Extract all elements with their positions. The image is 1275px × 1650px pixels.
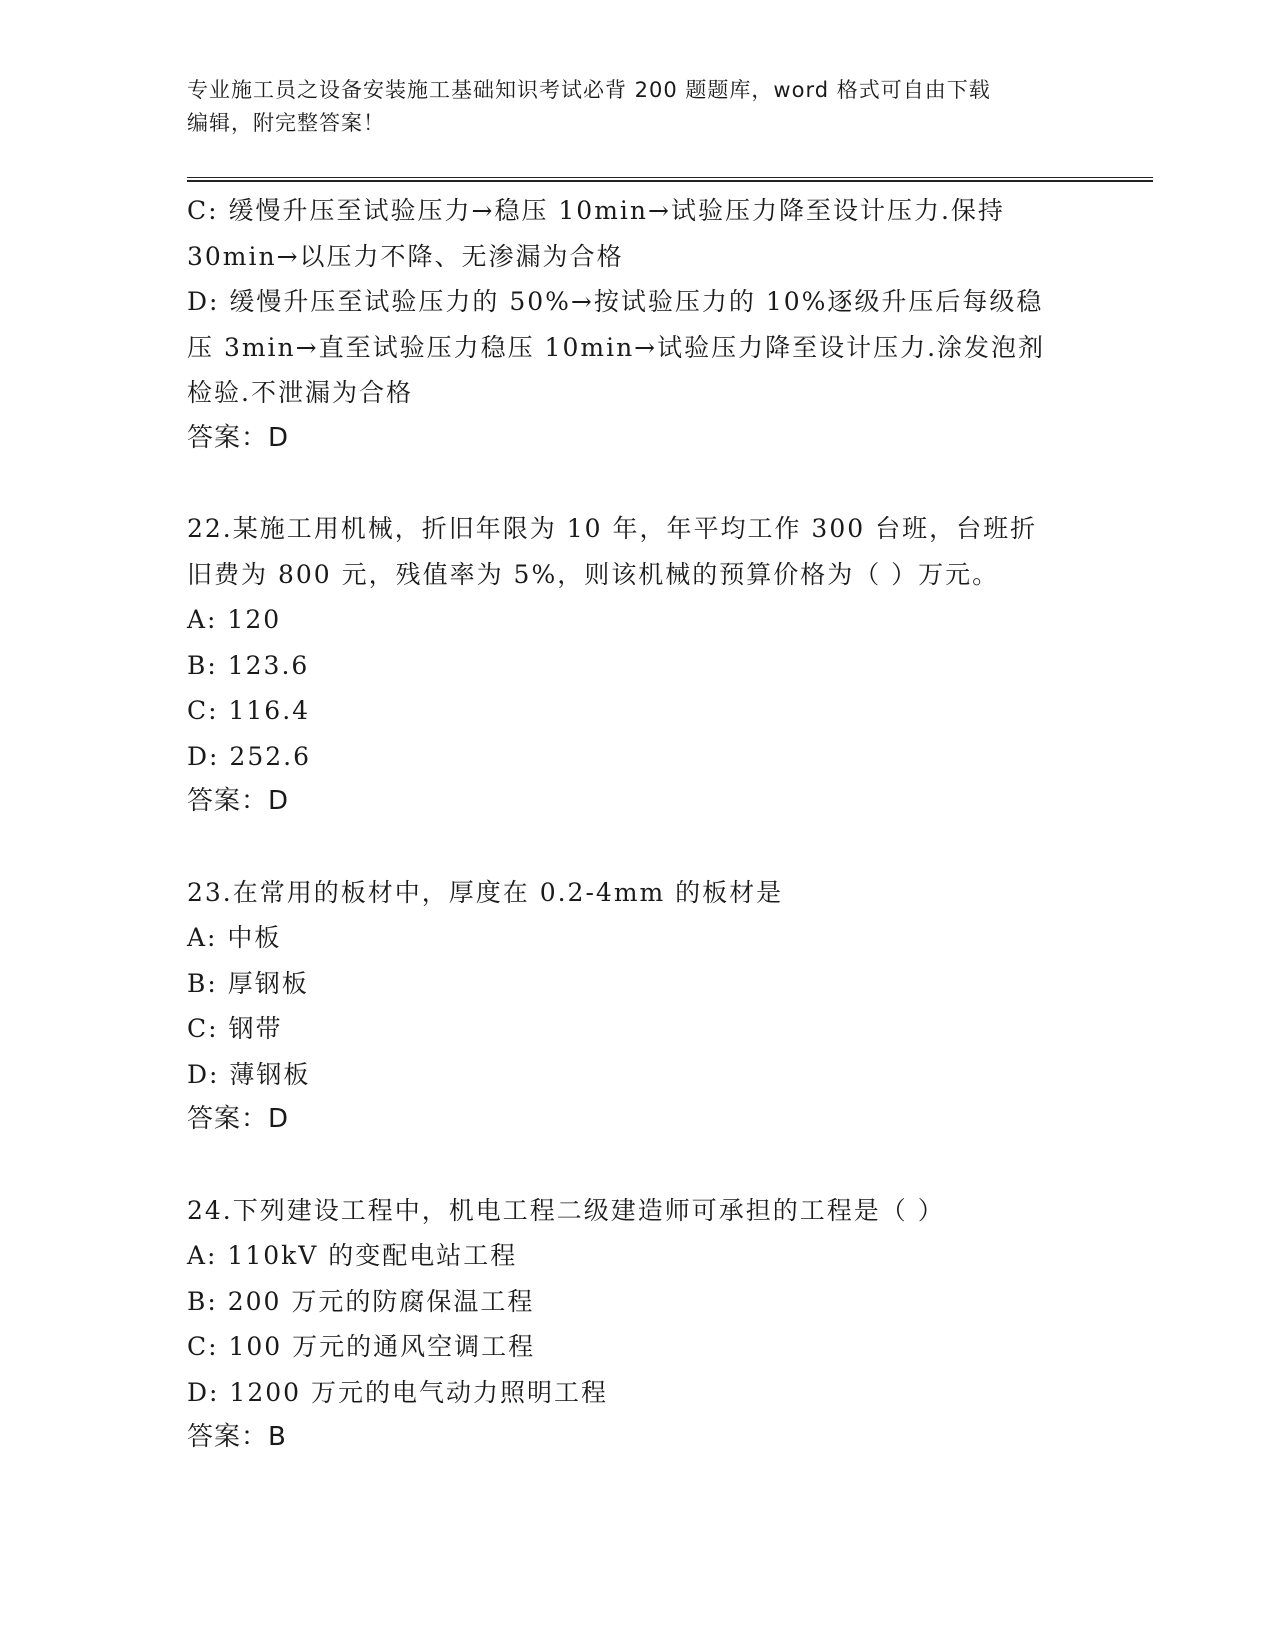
option-c-line-2: 30min→以压力不降、无渗漏为合格 — [187, 241, 624, 271]
option-c: C: 116.4 — [187, 696, 311, 725]
option-c: C: 钢带 — [187, 1014, 283, 1043]
question-24 — [187, 1188, 1087, 1461]
spacer — [187, 1143, 1087, 1188]
question-stem: 23.在常用的板材中，厚度在 0.2-4mm 的板材是 — [187, 877, 784, 907]
option-d: D: 薄钢板 — [187, 1059, 311, 1089]
option-d-line-3: 检验.不泄漏为合格 — [187, 378, 413, 407]
option-a: A: 中板 — [187, 923, 282, 952]
answer-label: 答案：B — [187, 1422, 287, 1452]
option-d: D: 1200 万元的电气动力照明工程 — [187, 1377, 608, 1407]
answer-label: 答案：D — [187, 786, 290, 816]
answer-label: 答案：D — [187, 422, 290, 453]
previous-question — [187, 188, 1087, 461]
option-c-line-1: C: 缓慢升压至试验压力→稳压 10min→试验压力降至设计压力.保持 — [187, 196, 1005, 225]
option-b: B: 200 万元的防腐保温工程 — [187, 1286, 535, 1316]
option-d-line-1: D: 缓慢升压至试验压力的 50%→按试验压力的 10%逐级升压后每级稳 — [187, 287, 1044, 316]
option-a: A: 120 — [187, 605, 282, 634]
question-22 — [187, 506, 1087, 825]
option-d-line-2: 压 3min→直至试验压力稳压 10min→试验压力降至设计压力.涂发泡剂 — [187, 332, 1046, 362]
question-stem-line-1: 22.某施工用机械，折旧年限为 10 年，年平均工作 300 台班，台班折 — [187, 514, 1038, 543]
page-header — [187, 74, 1087, 140]
document-body — [187, 188, 1087, 1461]
question-stem: 24.下列建设工程中，机电工程二级建造师可承担的工程是（ ） — [187, 1195, 945, 1225]
header-divider — [187, 177, 1153, 182]
option-c: C: 100 万元的通风空调工程 — [187, 1332, 536, 1361]
option-d: D: 252.6 — [187, 741, 311, 771]
option-b: B: 厚钢板 — [187, 968, 309, 998]
option-b: B: 123.6 — [187, 650, 310, 680]
spacer — [187, 825, 1087, 870]
header-title-line-2: 编辑，附完整答案！ — [187, 111, 385, 135]
answer-label: 答案：D — [187, 1104, 290, 1134]
question-stem-line-2: 旧费为 800 元，残值率为 5%，则该机械的预算价格为（ ）万元。 — [187, 559, 1000, 589]
question-23 — [187, 870, 1087, 1143]
header-title-line-1: 专业施工员之设备安装施工基础知识考试必背 200 题题库，word 格式可自由下载 — [187, 78, 991, 102]
spacer — [187, 461, 1087, 506]
option-a: A: 110kV 的变配电站工程 — [187, 1241, 518, 1270]
